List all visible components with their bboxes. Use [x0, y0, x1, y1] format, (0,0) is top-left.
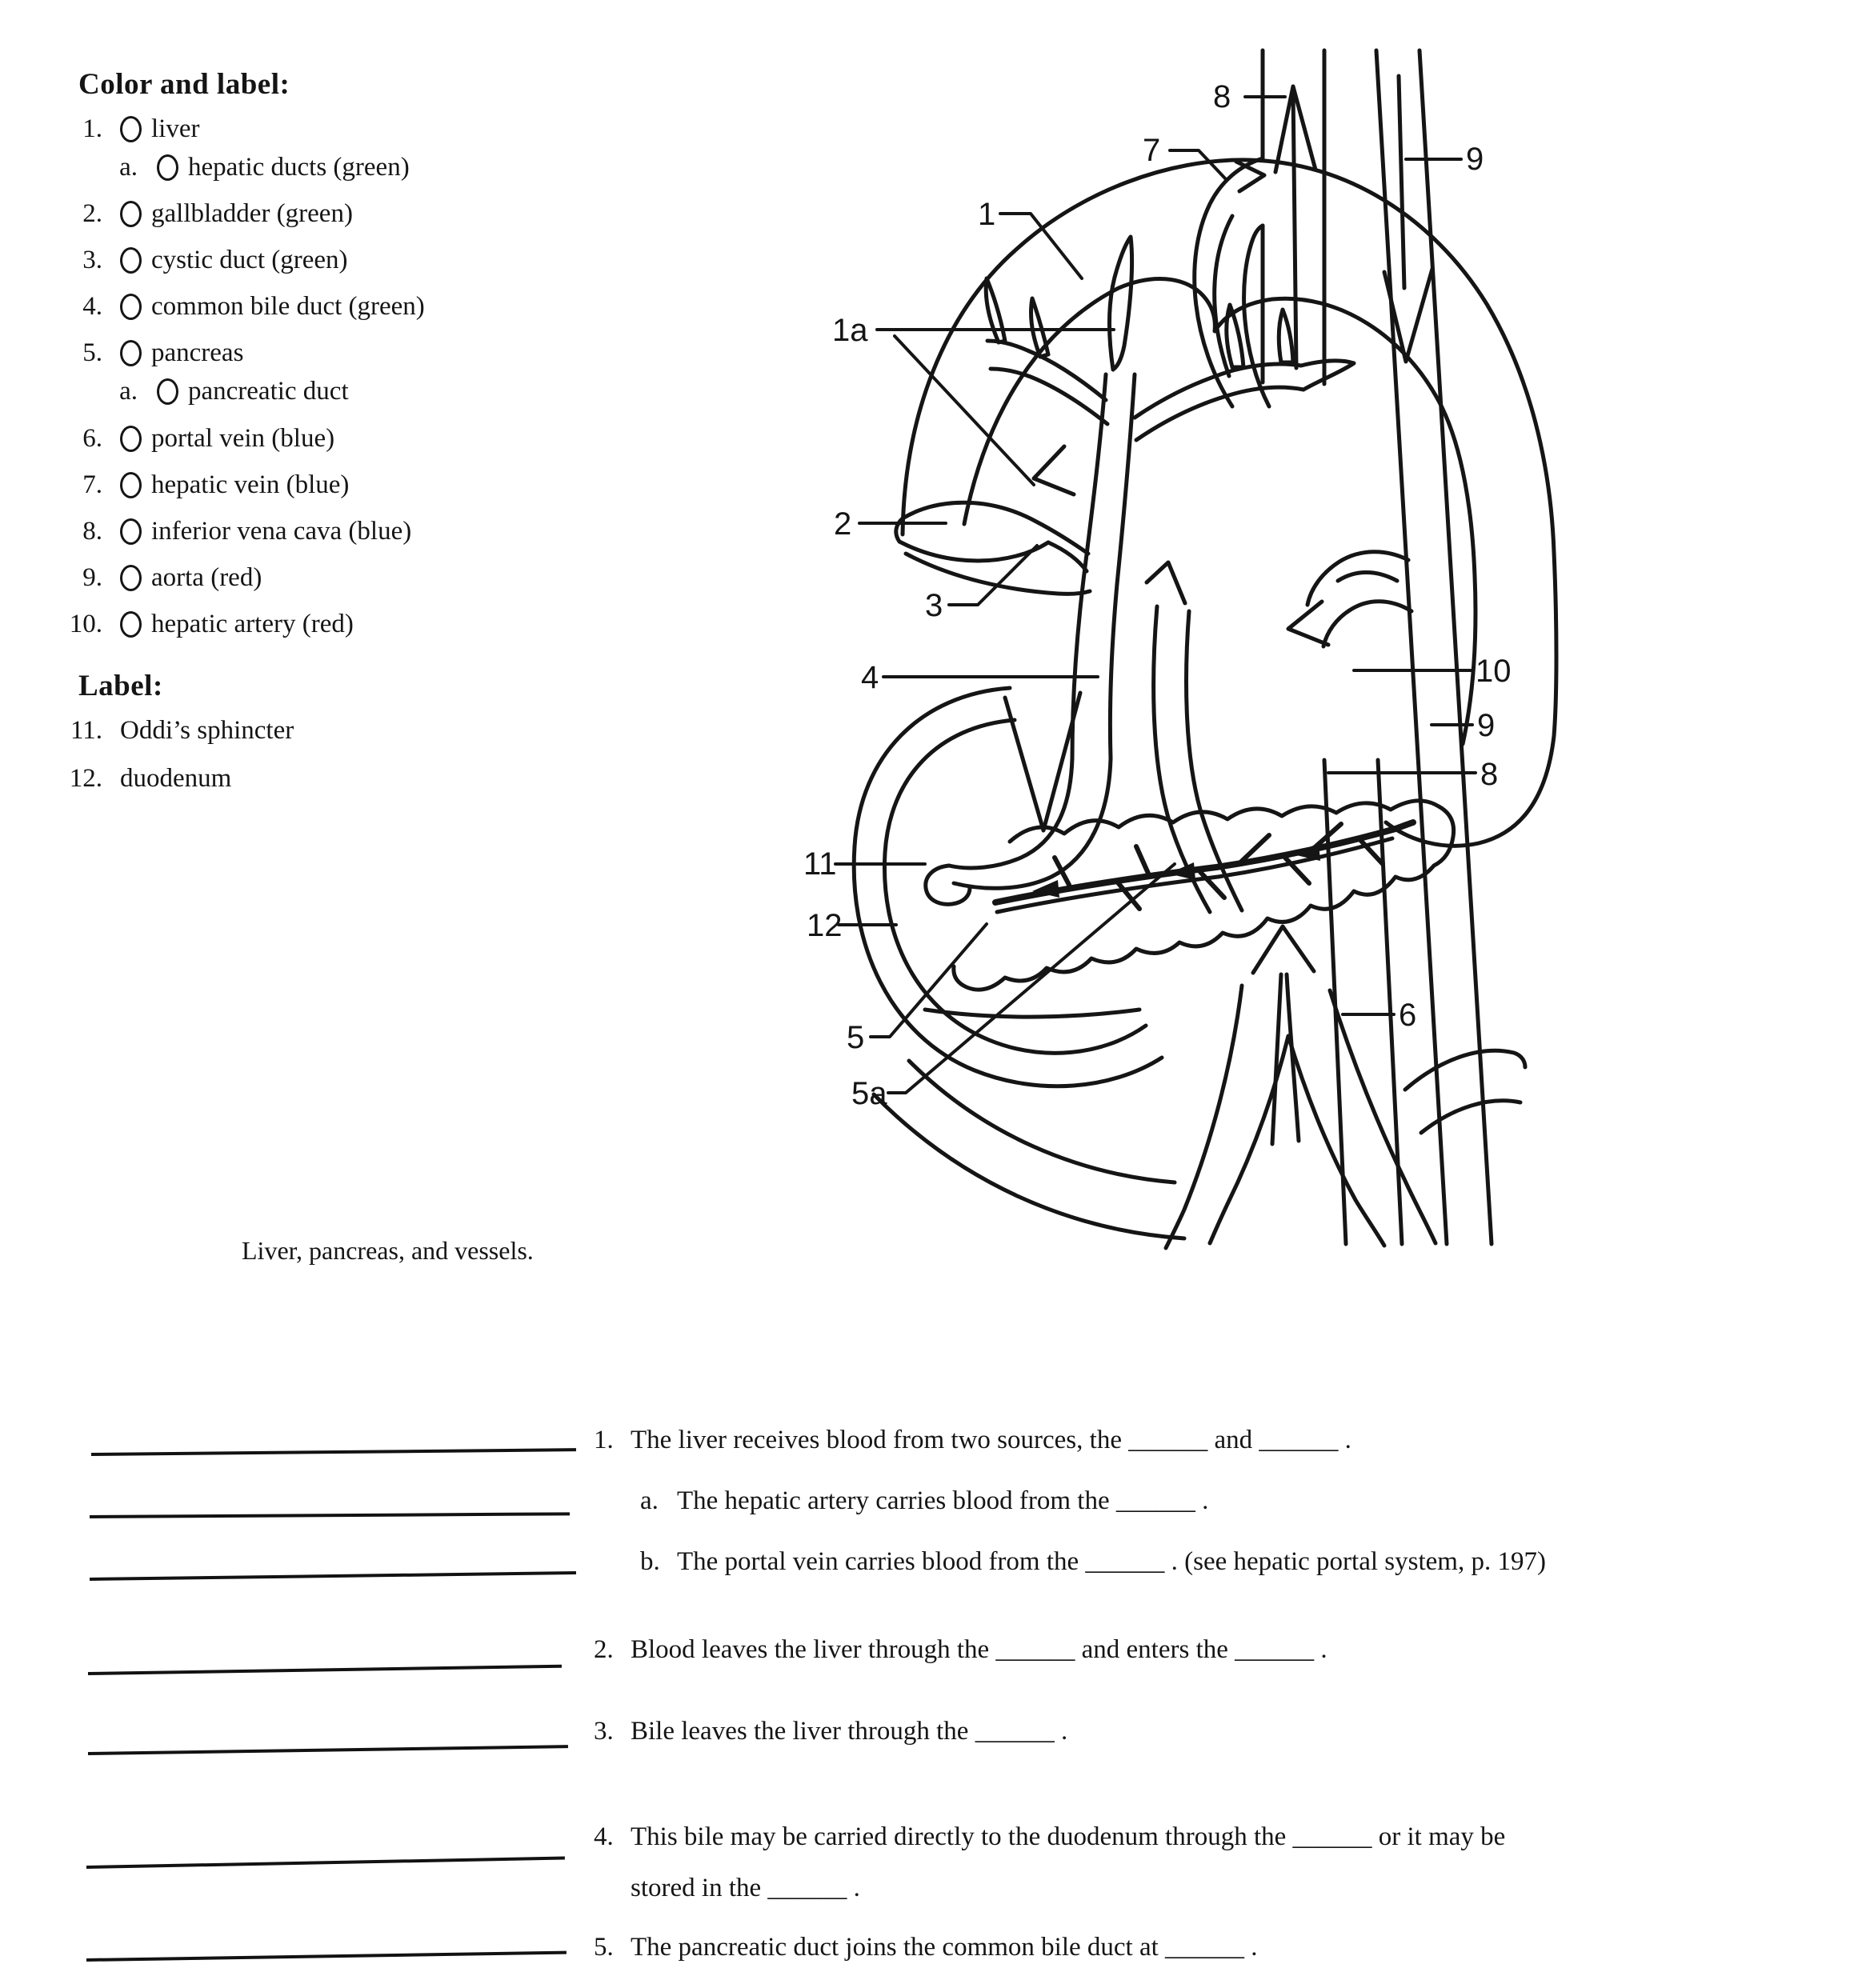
portal-up-arrow-icon [1253, 926, 1314, 1144]
color-circle [120, 340, 142, 366]
jejunum-curves [874, 1010, 1184, 1238]
item-number: 2. [82, 199, 102, 228]
diagram-labels [803, 79, 1512, 1111]
item-label: gallbladder (green) [151, 199, 353, 228]
diagram-label-ivc-mid: 8 [1480, 757, 1499, 792]
pancreas [954, 801, 1454, 990]
question-number: 5. [594, 1933, 614, 1962]
hepatic-artery [1288, 552, 1412, 646]
color-circle [120, 294, 142, 320]
item-label: hepatic artery (red) [151, 610, 354, 638]
list-item [61, 292, 425, 322]
question-text [631, 1822, 1505, 1903]
list-item [61, 517, 411, 546]
item-number: 5. [82, 338, 102, 367]
question-text: The portal vein carries blood from the ______ . (see hepatic portal system, p. 197) [677, 1547, 1546, 1576]
item-label: duodenum [120, 764, 232, 793]
list-item [61, 716, 294, 746]
color-list-heading: Color and label: [78, 68, 290, 101]
question-number: b. [640, 1547, 660, 1576]
answer-line-5 [88, 1745, 568, 1755]
item-number: 10. [69, 610, 102, 638]
color-circle [157, 154, 178, 181]
question-number: 1. [594, 1426, 614, 1454]
color-circle [120, 565, 142, 591]
diagram-label-duodenum: 12 [807, 908, 843, 943]
right-hepatic-duct [1135, 361, 1354, 440]
leader-liver [1000, 214, 1082, 278]
item-label: Oddi’s sphincter [120, 716, 294, 745]
hepatic-artery-arrow-icon [1288, 573, 1397, 646]
question-4 [594, 1822, 1505, 1903]
answer-line-1 [91, 1448, 576, 1456]
list-item [61, 246, 348, 275]
diagram-label-hepatic-vein: 7 [1143, 133, 1161, 168]
ivc-walls [1263, 50, 1402, 1244]
diagram-label-hepatic-ducts: 1a [832, 313, 868, 348]
splenic-vein-hook [1405, 1050, 1525, 1133]
anatomy-diagram [792, 32, 1584, 1256]
item-number: 3. [82, 246, 102, 274]
item-label: aorta (red) [151, 563, 262, 592]
question-text: Bile leaves the liver through the ______ . [631, 1717, 1068, 1746]
gallbladder [896, 502, 1090, 594]
label-list-heading: Label: [78, 670, 163, 702]
bile-down-arrow-icon [1005, 693, 1080, 830]
item-number: 6. [82, 424, 102, 453]
question-1b [640, 1547, 1546, 1577]
common-bile-duct [926, 693, 1111, 904]
question-text: Blood leaves the liver through the ______ and enters the ______ . [631, 1635, 1327, 1664]
diagram-label-ivc-top: 8 [1213, 79, 1231, 114]
diagram-label-aorta-top: 9 [1466, 142, 1484, 177]
item-number: 4. [82, 292, 102, 321]
question-text-line2: stored in the ______ . [631, 1874, 860, 1902]
bile-flow-chevron-icon [1034, 446, 1074, 494]
color-circle [120, 611, 142, 638]
diagram-label-cystic-duct: 3 [925, 588, 943, 623]
item-label: inferior vena cava (blue) [151, 517, 412, 546]
color-circle [120, 247, 142, 274]
diagram-label-pancreas: 5 [847, 1020, 865, 1055]
question-text: The pancreatic duct joins the common bile duct at ______ . [631, 1933, 1258, 1962]
diagram-label-oddi: 11 [803, 846, 837, 882]
answer-line-2 [90, 1512, 570, 1518]
figure-caption: Liver, pancreas, and vessels. [242, 1236, 534, 1265]
item-label: common bile duct (green) [151, 292, 425, 321]
item-number: 1. [82, 114, 102, 143]
inferior-vena-cava [1263, 50, 1402, 1244]
diagram-label-portal-vein: 6 [1399, 998, 1417, 1033]
item-label: hepatic vein (blue) [151, 470, 350, 499]
color-circle [120, 201, 142, 227]
answer-line-3 [90, 1571, 576, 1581]
liver [903, 160, 1556, 846]
question-5 [594, 1933, 1258, 1962]
item-number: 8. [82, 517, 102, 546]
diagram-label-hepatic-artery: 10 [1476, 654, 1512, 689]
item-number: 7. [82, 470, 102, 499]
answer-line-6 [86, 1857, 565, 1869]
duodenum [854, 688, 1184, 1238]
item-number: 9. [82, 563, 102, 592]
gallbladder-outline [896, 502, 1088, 561]
list-item [61, 470, 349, 500]
color-circle [120, 426, 142, 452]
item-label: pancreatic duct [188, 377, 349, 406]
question-number: a. [640, 1486, 659, 1515]
item-number: 11. [70, 716, 102, 745]
list-item [61, 764, 231, 794]
question-1a [640, 1486, 1208, 1516]
list-item [61, 424, 334, 454]
question-number: 3. [594, 1717, 614, 1746]
item-number: a. [119, 153, 138, 182]
item-label: hepatic ducts (green) [188, 153, 410, 182]
diagram-label-common-bile-duct: 4 [861, 660, 879, 695]
list-item [61, 114, 199, 144]
question-1 [594, 1426, 1351, 1455]
item-label: liver [151, 114, 200, 143]
color-circle [157, 378, 178, 405]
question-number: 2. [594, 1635, 614, 1664]
hepatic-artery-walls [1307, 552, 1412, 646]
color-circle [120, 116, 142, 142]
question-3 [594, 1717, 1067, 1746]
question-text: The liver receives blood from two sources, the ______ and ______ . [631, 1426, 1351, 1454]
list-item [61, 563, 262, 593]
list-subitem [102, 377, 349, 406]
leader-pancreas [871, 924, 987, 1037]
leader-hepatic-ducts [877, 330, 1114, 485]
color-circle [120, 472, 142, 498]
item-number: a. [119, 377, 138, 406]
item-label: pancreas [151, 338, 244, 367]
list-subitem [102, 153, 410, 182]
item-number: 12. [69, 764, 102, 793]
question-text-line1: This bile may be carried directly to the duodenum through the ______ or it may be [631, 1822, 1506, 1851]
item-label: portal vein (blue) [151, 424, 335, 453]
diagram-label-liver: 1 [978, 197, 996, 232]
list-item [61, 199, 353, 229]
item-label: cystic duct (green) [151, 246, 348, 274]
list-item [61, 338, 243, 368]
hepatic-duct-tree [986, 237, 1354, 758]
answer-line-7 [86, 1951, 567, 1962]
diagram-label-aorta-mid: 9 [1477, 708, 1496, 743]
list-item [61, 610, 354, 639]
liver-outline [903, 160, 1556, 846]
diagram-label-pancreatic-duct: 5a [851, 1076, 887, 1111]
question-number: 4. [594, 1822, 614, 1851]
color-circle [120, 518, 142, 545]
question-text: The hepatic artery carries blood from the ______ . [677, 1486, 1209, 1515]
answer-line-4 [88, 1665, 562, 1675]
diagram-label-gallbladder: 2 [834, 506, 852, 542]
portal-flow-chevron-icon [1147, 562, 1185, 603]
question-2 [594, 1635, 1327, 1665]
